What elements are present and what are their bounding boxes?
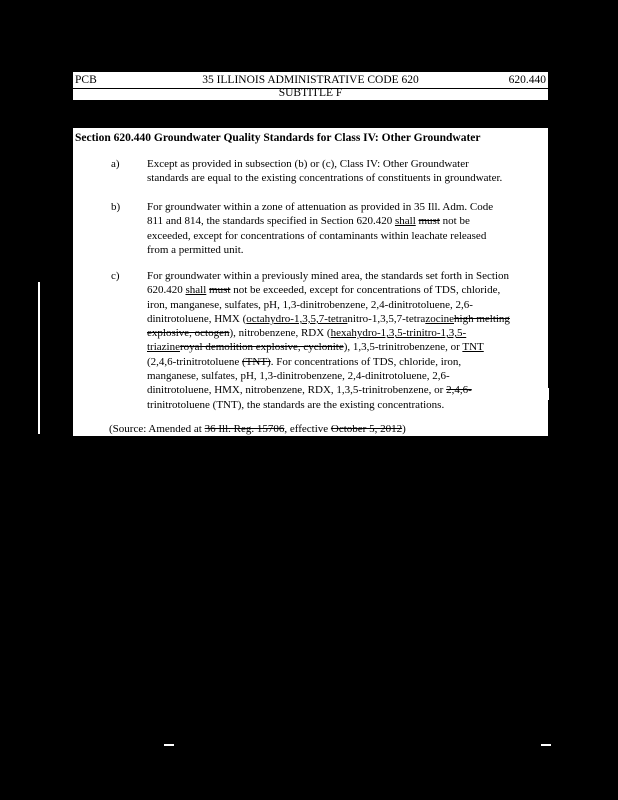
subsection-text [147,269,547,412]
inserted-text: octahydro-1,3,5,7-tetra [246,312,348,325]
bottom-right-mark [541,744,551,746]
subsection-text [147,200,547,257]
text-run: nitro-1,3,5,7-tetra [347,312,426,325]
subsection-text [147,157,547,186]
text-run: 620.420 [147,284,186,297]
header-subtitle: SUBTITLE F [278,87,343,99]
section-content [73,128,548,436]
text-run: dinitrotoluene, HMX ( [147,312,247,325]
text-run: ), nitrobenzene, RDX ( [229,327,331,340]
source-prefix: (Source: Amended at [109,423,205,435]
inserted-text: TNT [462,341,484,354]
text-line: Except as provided in subsection (b) or (c), Class IV: Other Groundwater [147,158,469,170]
deleted-text: must [418,215,440,228]
header-agency: PCB [75,74,97,86]
section-title: Section 620.440 Groundwater Quality Standards for Class IV: Other Groundwater [75,132,481,144]
text-line: from a permitted unit. [147,243,244,256]
text-run: . For concentrations of TDS, chloride, iron, [270,355,462,368]
inserted-text: shall [394,215,416,228]
text-line [147,383,547,397]
left-margin-bar [38,282,40,434]
deleted-text: explosive, octogen [147,327,230,340]
text-line: manganese, sulfates, pH, 1,3-dinitrobenzene, 2,4-dinitrotoluene, 2,6- [147,370,450,383]
deleted-text: must [209,284,231,297]
text-line: For groundwater within a previously mined area, the standards set forth in Section [147,270,509,282]
right-margin-mark [547,388,549,400]
text-line [147,214,547,228]
source-suffix: ) [402,423,406,435]
page-header [73,72,548,100]
text-run: not be [439,215,470,228]
text-run: dinitrotoluene, HMX, nitrobenzene, RDX, 1,3,5-trinitrobenzene, or [147,384,447,397]
text-run: ), 1,3,5-trinitrobenzene, or [343,341,463,354]
subsection-label: c) [111,270,120,282]
text-line: iron, manganese, sulfates, pH, 1,3-dinitrobenzene, 2,4-dinitrotoluene, 2,6- [147,298,473,311]
deleted-text: high melting [454,312,510,325]
text-line: For groundwater within a zone of attenuation as provided in 35 Ill. Adm. Code [147,201,494,213]
header-code-title: 35 ILLINOIS ADMINISTRATIVE CODE 620 [202,74,419,86]
text-line: trinitrotoluene (TNT), the standards are the existing concentrations. [147,398,445,411]
subsection-label: b) [111,201,121,213]
source-citation: 36 Ill. Reg. 15706 [204,423,285,435]
source-date: October 5, 2012 [330,423,403,435]
text-line [147,340,547,354]
text-line [147,312,547,326]
text-line [147,355,547,369]
subsection-label: a) [111,158,120,170]
text-run: not be exceeded, except for concentrations of TDS, chloride, [230,284,501,297]
text-run: (2,4,6-trinitrotoluene [147,355,243,368]
text-line: standards are equal to the existing concentrations of constituents in groundwater. [147,172,503,185]
header-section-number: 620.440 [508,74,546,86]
inserted-text: zocine [425,312,455,325]
text-line: exceeded, except for concentrations of contaminants within leachate released [147,229,487,242]
deleted-text: 2,4,6- [446,384,472,397]
deleted-text: (TNT) [242,355,271,368]
source-middle: , effective [284,423,331,435]
inserted-text: triazine [147,341,180,354]
deleted-text: royal demolition explosive, cyclonite [179,341,344,354]
text-line [147,326,547,340]
source-note [109,422,406,436]
text-line [147,283,547,297]
inserted-text: shall [185,284,207,297]
text-run: 811 and 814, the standards specified in Section 620.420 [147,215,395,228]
inserted-text: hexahydro-1,3,5-trinitro-1,3,5- [330,327,467,340]
bottom-left-mark [164,744,174,746]
